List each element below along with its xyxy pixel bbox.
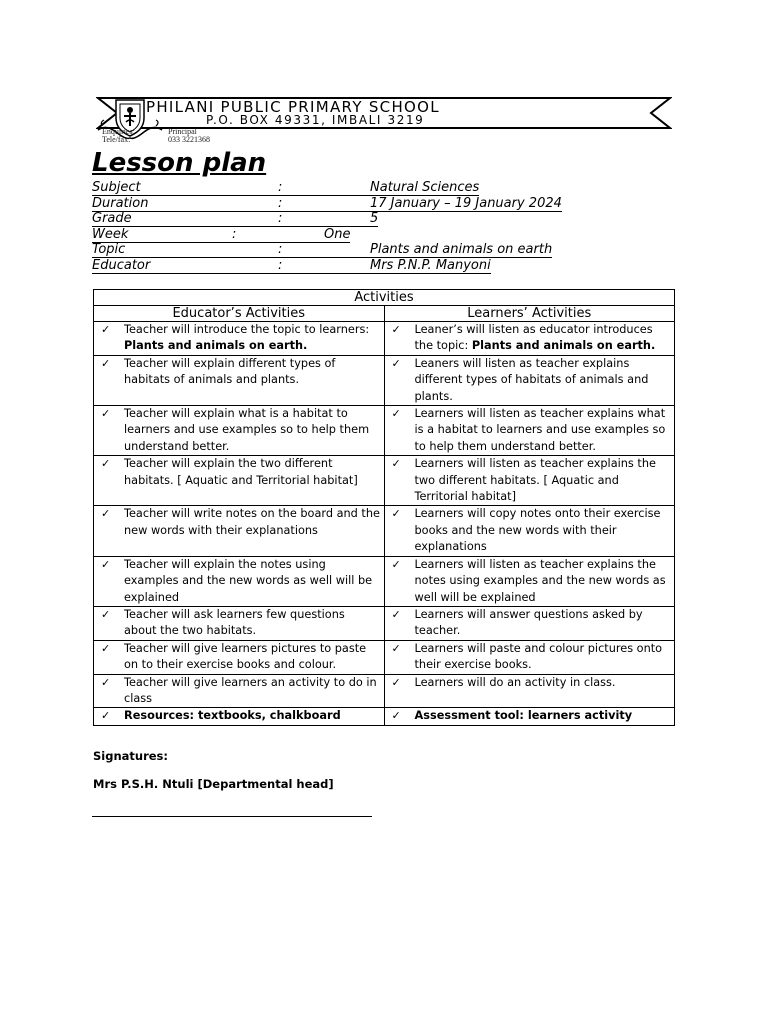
signatory-name: Mrs P.S.H. Ntuli [Departmental head] [93,777,334,791]
checkmark-icon: ✓ [391,507,401,521]
info-grade [92,211,582,227]
learner-activity: Learners will listen as teacher explains the two different habitats. [ Aquatic and Territorial habitat] [414,457,656,504]
info-value: 17 January – 19 January 2024 [370,195,562,211]
learner-activity: Leaner’s will listen as educator introduces the topic: [414,323,653,353]
signature-line [92,816,372,817]
checkmark-icon: ✓ [101,407,111,421]
checkmark-icon: ✓ [101,675,111,689]
column-header-learners: Learners’ Activities [384,306,675,322]
info-separator: : [232,227,324,243]
learner-activity: Learners will paste and colour pictures onto their exercise books. [414,641,663,672]
educator-topic-bold: Plants and animals on earth. [124,339,308,353]
school-letterhead [96,96,672,130]
table-row [94,640,675,674]
info-topic [92,242,582,258]
info-subject [92,180,582,196]
checkmark-icon: ✓ [391,557,401,571]
educator-activity: Teacher will give learners pictures to paste on to their exercise books and colour. [124,641,367,672]
learner-topic-bold: Plants and animals on earth. [471,339,656,353]
page-title: Lesson plan [92,148,267,178]
learner-activity: Learners will do an activity in class. [414,675,616,689]
info-separator: : [278,242,370,258]
learner-activity: Learners will copy notes onto their exercise books and the new words with their explanations [414,507,661,554]
signatures-heading: Signatures: [93,749,169,763]
info-duration [92,196,582,212]
table-row [94,406,675,456]
table-row [94,674,675,708]
checkmark-icon: ✓ [101,457,111,471]
info-educator [92,258,582,274]
table-row [94,556,675,606]
assessment-text: Assessment tool: learners activity [414,709,633,723]
info-value: Plants and animals on earth [370,242,553,258]
educator-activity: Teacher will explain the two different habitats. [ Aquatic and Territorial habitat] [124,457,358,487]
checkmark-icon: ✓ [101,323,111,336]
table-row [94,456,675,506]
checkmark-icon: ✓ [391,607,401,621]
table-heading: Activities [94,290,675,306]
checkmark-icon: ✓ [391,641,401,655]
contact-value: Principal [168,127,197,136]
school-name: PHILANI PUBLIC PRIMARY SCHOOL [146,98,440,116]
school-address: P.O. BOX 49331, IMBALI 3219 [206,113,425,127]
activities-table [93,289,675,726]
learner-activity: Learners will answer questions asked by teacher. [414,607,643,638]
table-row [94,355,675,405]
contact-label: Enquiries: [102,127,135,136]
educator-activity: Teacher will give learners an activity to do in class [124,675,377,705]
info-label: Topic [92,242,278,258]
checkmark-icon: ✓ [391,356,401,370]
checkmark-icon: ✓ [391,323,401,336]
info-week [92,227,582,243]
table-row-resources [94,708,675,725]
learner-activity: Leaners will listen as teacher explains different types of habitats of animals and plants. [414,356,649,403]
checkmark-icon: ✓ [391,709,401,723]
educator-activity: Teacher will write notes on the board and the new words with their explanations [124,507,380,537]
column-header-educator: Educator’s Activities [94,306,385,322]
educator-activity: Teacher will explain what is a habitat to learners and use examples so to help them understand better. [124,407,370,453]
resources-text: Resources: textbooks, chalkboard [124,709,341,723]
table-row [94,322,675,356]
table-row [94,506,675,556]
info-label: Educator [92,258,278,274]
contact-value: 033 3221368 [168,135,210,144]
checkmark-icon: ✓ [101,709,111,723]
checkmark-icon: ✓ [391,457,401,471]
info-separator: : [278,258,370,274]
checkmark-icon: ✓ [391,407,401,421]
educator-activity: Teacher will explain the notes using examples and the new words as well will be explained [124,557,373,604]
educator-activity: Teacher will explain different types of habitats of animals and plants. [124,356,336,387]
checkmark-icon: ✓ [101,507,111,521]
table-row [94,606,675,640]
info-label: Week [92,227,232,243]
checkmark-icon: ✓ [391,675,401,689]
checkmark-icon: ✓ [101,356,111,370]
checkmark-icon: ✓ [101,607,111,621]
info-value: Mrs P.N.P. Manyoni [370,257,491,273]
info-value: One [324,226,351,242]
info-separator: : [278,211,370,227]
info-separator: : [278,180,370,196]
info-value: Natural Sciences [370,180,480,195]
educator-activity: Teacher will introduce the topic to learners: [124,323,370,336]
info-value: 5 [370,211,379,227]
contact-details [102,128,210,144]
educator-activity: Teacher will ask learners few questions about the two habitats. [124,607,345,638]
info-label: Grade [92,211,278,227]
checkmark-icon: ✓ [101,641,111,655]
contact-label: Tele/fax: [102,135,131,144]
info-label: Duration [92,196,278,212]
lesson-info [92,180,582,274]
checkmark-icon: ✓ [101,557,111,571]
learner-activity: Learners will listen as teacher explains what is a habitat to learners and use examples so to help them understand better. [414,407,666,453]
learner-activity: Learners will listen as teacher explains the notes using examples and the new words as well will be explained [414,557,666,604]
info-separator: : [278,196,370,212]
info-label: Subject [92,180,278,196]
